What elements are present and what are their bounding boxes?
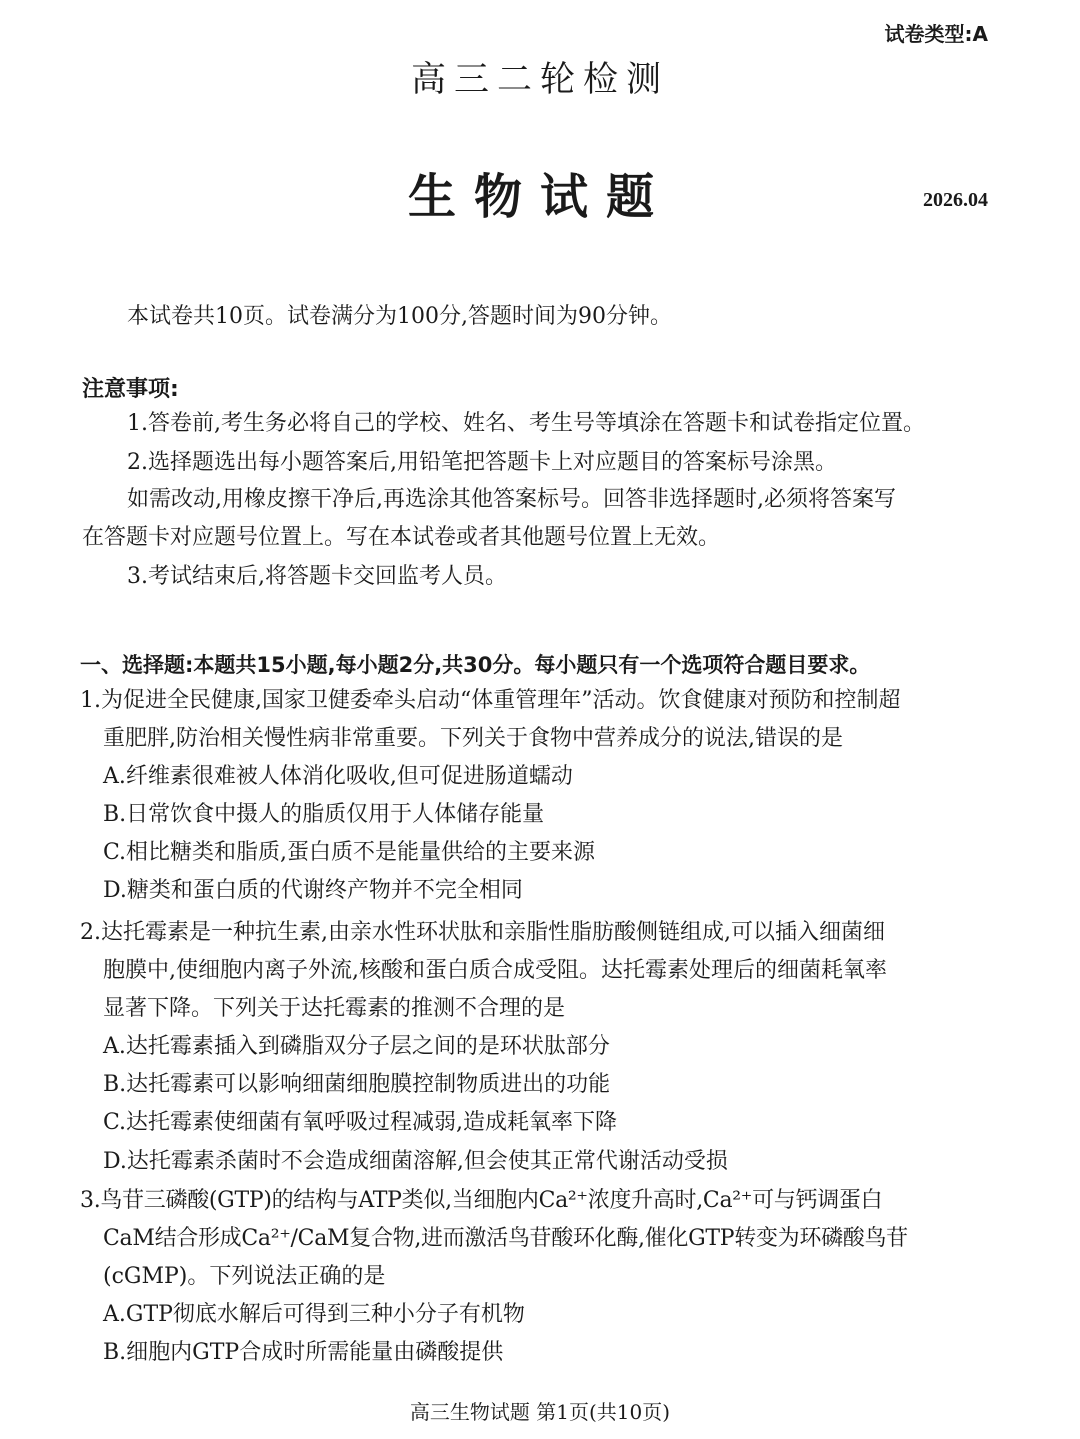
q2-option-d: D.达托霉素杀菌时不会造成细菌溶解,但会使其正常代谢活动受损	[103, 1149, 728, 1174]
exam-date: 2026.04	[923, 189, 988, 211]
notice-item-3: 3.考试结束后,将答题卡交回监考人员。	[127, 564, 507, 589]
q2-stem-line-2: 胞膜中,使细胞内离子外流,核酸和蛋白质合成受阻。达托霉素处理后的细菌耗氧率	[103, 958, 887, 983]
notice-item-2-line-2: 如需改动,用橡皮擦干净后,再选涂其他答案标号。回答非选择题时,必须将答案写	[127, 487, 896, 512]
q1-option-d: D.糖类和蛋白质的代谢终产物并不完全相同	[103, 878, 523, 903]
q2-stem-line-1: 2.达托霉素是一种抗生素,由亲水性环状肽和亲脂性脂肪酸侧链组成,可以插入细菌细	[80, 920, 885, 945]
q2-option-c: C.达托霉素使细菌有氧呼吸过程减弱,造成耗氧率下降	[103, 1110, 618, 1135]
q1-stem-line-1: 1.为促进全民健康,国家卫健委牵头启动“体重管理年”活动。饮食健康对预防和控制超	[80, 688, 901, 713]
q3-stem-line-3: (cGMP)。下列说法正确的是	[103, 1264, 386, 1289]
notice-item-1: 1.答卷前,考生务必将自己的学校、姓名、考生号等填涂在答题卡和试卷指定位置。	[127, 411, 925, 436]
intro-text: 本试卷共10页。试卷满分为100分,答题时间为90分钟。	[127, 304, 672, 329]
q3-stem-line-2: CaM结合形成Ca²⁺/CaM复合物,进而激活鸟苷酸环化酶,催化GTP转变为环磷酸鸟苷	[103, 1226, 908, 1251]
q3-stem-line-1: 3.鸟苷三磷酸(GTP)的结构与ATP类似,当细胞内Ca²⁺浓度升高时,Ca²⁺可与钙调蛋白	[80, 1188, 883, 1213]
q2-option-a: A.达托霉素插入到磷脂双分子层之间的是环状肽部分	[103, 1034, 610, 1059]
paper-type-label: 试卷类型:A	[884, 22, 988, 46]
page-footer: 高三生物试题 第1页(共10页)	[409, 1400, 671, 1424]
q1-option-b: B.日常饮食中摄人的脂质仅用于人体储存能量	[103, 802, 545, 827]
notice-item-2-line-1: 2.选择题选出每小题答案后,用铅笔把答题卡上对应题目的答案标号涂黑。	[127, 450, 837, 475]
q3-option-a: A.GTP彻底水解后可得到三种小分子有机物	[103, 1302, 525, 1327]
q1-option-a: A.纤维素很难被人体消化吸收,但可促进肠道蠕动	[103, 764, 573, 789]
q1-stem-line-2: 重肥胖,防治相关慢性病非常重要。下列关于食物中营养成分的说法,错误的是	[103, 726, 843, 751]
notice-item-2-line-3: 在答题卡对应题号位置上。写在本试卷或者其他题号位置上无效。	[82, 525, 721, 550]
exam-title: 生物试题	[407, 169, 672, 225]
q1-option-c: C.相比糖类和脂质,蛋白质不是能量供给的主要来源	[103, 840, 596, 865]
section-1-heading: 一、选择题:本题共15小题,每小题2分,共30分。每小题只有一个选项符合题目要求。	[80, 653, 871, 677]
exam-subtitle: 高三二轮检测	[410, 60, 669, 100]
q3-option-b: B.细胞内GTP合成时所需能量由磷酸提供	[103, 1340, 504, 1365]
q2-stem-line-3: 显著下降。下列关于达托霉素的推测不合理的是	[103, 996, 566, 1021]
q2-option-b: B.达托霉素可以影响细菌细胞膜控制物质进出的功能	[103, 1072, 611, 1097]
notice-heading: 注意事项:	[82, 377, 179, 402]
